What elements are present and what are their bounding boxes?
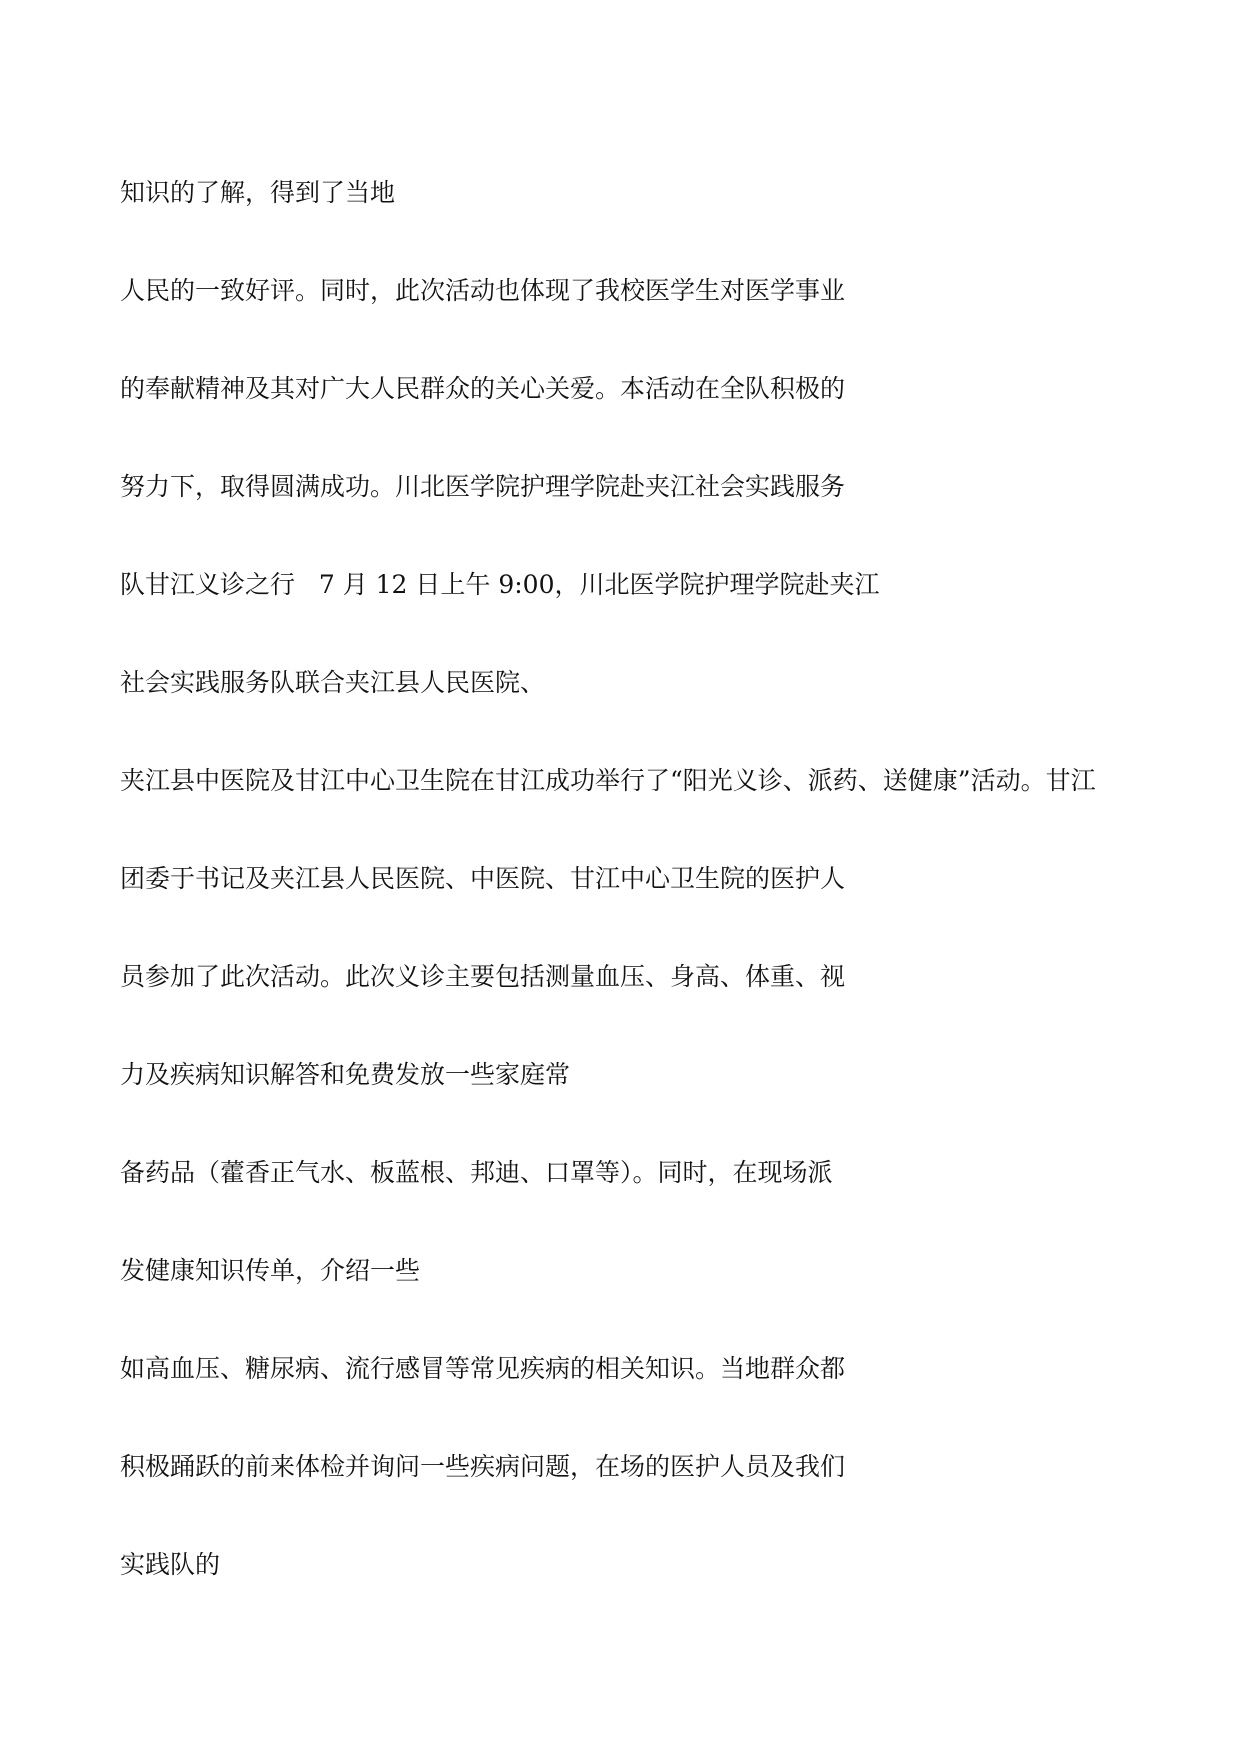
text-line-10: 力及疾病知识解答和免费发放一些家庭常: [120, 1060, 571, 1089]
text-line-5: 队甘江义诊之行 7 月 12 日上午 9:00，川北医学院护理学院赴夹江: [120, 570, 880, 599]
text-line-2: 人民的一致好评。同时，此次活动也体现了我校医学生对医学事业: [120, 276, 846, 305]
text-line-11: 备药品（藿香正气水、板蓝根、邦迪、口罩等）。同时，在现场派: [120, 1158, 833, 1187]
text-line-9: 员参加了此次活动。此次义诊主要包括测量血压、身高、体重、视: [120, 962, 846, 991]
text-line-6: 社会实践服务队联合夹江县人民医院、: [120, 668, 546, 697]
text-line-4: 努力下，取得圆满成功。川北医学院护理学院赴夹江社会实践服务: [120, 472, 846, 501]
text-line-1: 知识的了解，得到了当地: [120, 178, 396, 207]
text-line-13: 如高血压、糖尿病、流行感冒等常见疾病的相关知识。当地群众都: [120, 1354, 846, 1383]
text-line-8: 团委于书记及夹江县人民医院、中医院、甘江中心卫生院的医护人: [120, 864, 846, 893]
text-line-12: 发健康知识传单，介绍一些: [120, 1256, 421, 1285]
text-line-14: 积极踊跃的前来体检并询问一些疾病问题，在场的医护人员及我们: [120, 1452, 846, 1481]
text-line-3: 的奉献精神及其对广大人民群众的关心关爱。本活动在全队积极的: [120, 374, 846, 403]
text-line-7: 夹江县中医院及甘江中心卫生院在甘江成功举行了“阳光义诊、派药、送健康”活动。甘江: [120, 766, 1096, 795]
text-line-15: 实践队的: [120, 1550, 221, 1579]
